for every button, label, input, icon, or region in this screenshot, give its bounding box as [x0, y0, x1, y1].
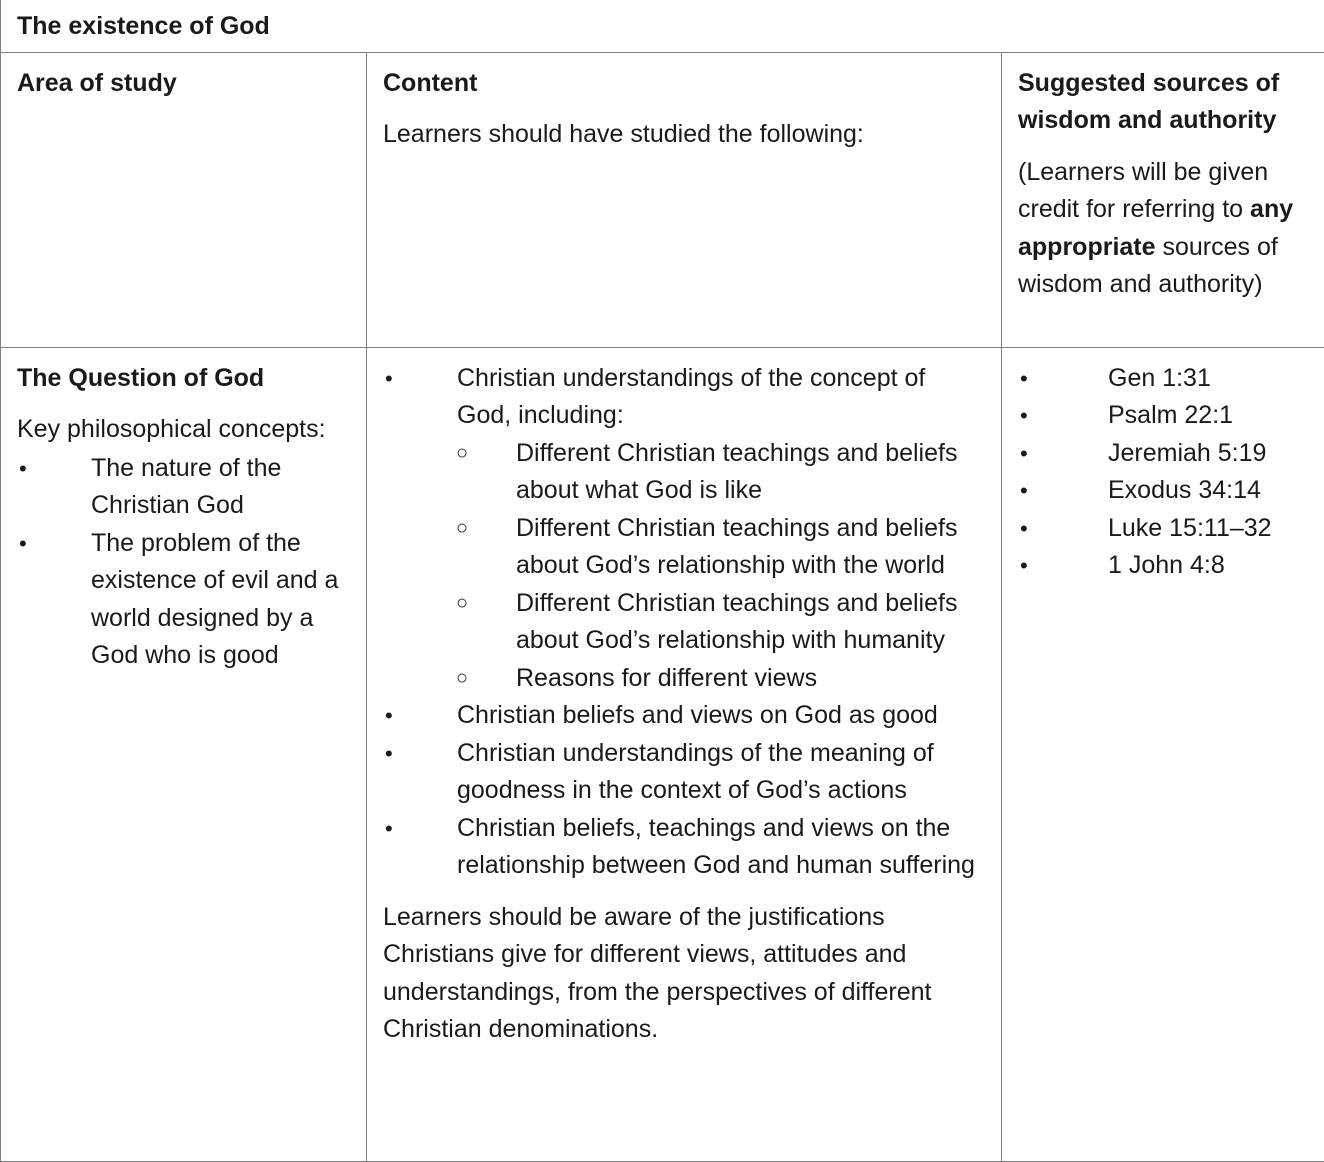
- sub-bullet-icon: ○: [456, 435, 468, 473]
- sources-list: [1018, 360, 1309, 585]
- list-item: [1018, 547, 1309, 585]
- bullet-icon: •: [385, 810, 393, 848]
- list-item: [1018, 510, 1309, 548]
- sub-list-item-text: Different Christian teachings and beliefs about what God is like: [516, 439, 957, 505]
- sources-note: [1018, 154, 1309, 304]
- list-item: [1018, 397, 1309, 435]
- sources-note-part2: sources of wisdom and authority): [1018, 233, 1278, 299]
- source-text: Jeremiah 5:19: [1108, 439, 1266, 467]
- list-item-text: The nature of the Christian God: [91, 454, 281, 520]
- content-list: [383, 360, 985, 435]
- header-content-cell: [367, 52, 1002, 347]
- source-text: Exodus 34:14: [1108, 476, 1261, 504]
- list-item: [1018, 472, 1309, 510]
- sub-list-item: [383, 435, 985, 510]
- table-title: The existence of God: [17, 10, 1324, 42]
- bullet-icon: •: [1020, 510, 1028, 548]
- sub-list-item-text: Reasons for different views: [516, 664, 817, 692]
- sub-bullet-icon: ○: [456, 510, 468, 548]
- bullet-icon: •: [19, 525, 27, 563]
- content-list-continued: [383, 697, 985, 885]
- header-area: Area of study: [17, 65, 350, 103]
- bullet-icon: •: [1020, 360, 1028, 398]
- bullet-icon: •: [19, 450, 27, 488]
- list-item: [383, 735, 985, 810]
- sources-note-part1: (Learners will be given credit for referring to: [1018, 158, 1268, 224]
- list-item: [1018, 360, 1309, 398]
- list-item-text: Christian beliefs and views on God as good: [457, 701, 938, 729]
- content-intro: Learners should have studied the following:: [383, 116, 985, 154]
- list-item: [383, 360, 985, 435]
- list-item: [1018, 435, 1309, 473]
- bullet-icon: •: [385, 360, 393, 398]
- sources-note-bold: any appropriate: [1018, 195, 1293, 261]
- area-heading: The Question of God: [17, 360, 350, 398]
- bullet-icon: •: [385, 697, 393, 735]
- sources-cell: [1002, 347, 1324, 1161]
- sub-list-item-text: Different Christian teachings and beliefs about God’s relationship with the world: [516, 514, 957, 580]
- area-list: [17, 450, 350, 675]
- list-item: [17, 450, 350, 525]
- content-cell: [367, 347, 1002, 1161]
- area-intro: Key philosophical concepts:: [17, 411, 350, 449]
- body-row: [1, 347, 1324, 1161]
- bullet-icon: •: [1020, 435, 1028, 473]
- bullet-icon: •: [1020, 397, 1028, 435]
- list-item-text: Christian understandings of the concept of God, including:: [457, 364, 925, 430]
- header-sources: Suggested sources of wisdom and authority: [1018, 65, 1309, 140]
- sub-list-item: [383, 660, 985, 698]
- table-title-cell: [1, 0, 1324, 52]
- header-sources-cell: [1002, 52, 1324, 347]
- bullet-icon: •: [385, 735, 393, 773]
- header-row: [1, 52, 1324, 347]
- header-area-cell: [1, 52, 367, 347]
- sub-bullet-icon: ○: [456, 585, 468, 623]
- content-sub-list: [383, 435, 985, 698]
- source-text: Psalm 22:1: [1108, 401, 1233, 429]
- source-text: 1 John 4:8: [1108, 551, 1225, 579]
- list-item: [17, 525, 350, 675]
- list-item-text: Christian beliefs, teachings and views on the relationship between God and human suffering: [457, 814, 975, 880]
- list-item-text: The problem of the existence of evil and a world designed by a God who is good: [91, 529, 338, 670]
- header-content: Content: [383, 65, 985, 103]
- area-cell: [1, 347, 367, 1161]
- sub-list-item: [383, 585, 985, 660]
- sub-list-item-text: Different Christian teachings and beliefs about God’s relationship with humanity: [516, 589, 957, 655]
- content-closing: Learners should be aware of the justifications Christians give for different views, attitudes and understandings, from the perspectives of different Christian denominations.: [383, 899, 985, 1049]
- list-item-text: Christian understandings of the meaning of goodness in the context of God’s actions: [457, 739, 934, 805]
- bullet-icon: •: [1020, 472, 1028, 510]
- sub-list-item: [383, 510, 985, 585]
- list-item: [383, 810, 985, 885]
- source-text: Gen 1:31: [1108, 364, 1211, 392]
- source-text: Luke 15:11–32: [1108, 514, 1272, 542]
- list-item: [383, 697, 985, 735]
- sub-bullet-icon: ○: [456, 660, 468, 698]
- bullet-icon: •: [1020, 547, 1028, 585]
